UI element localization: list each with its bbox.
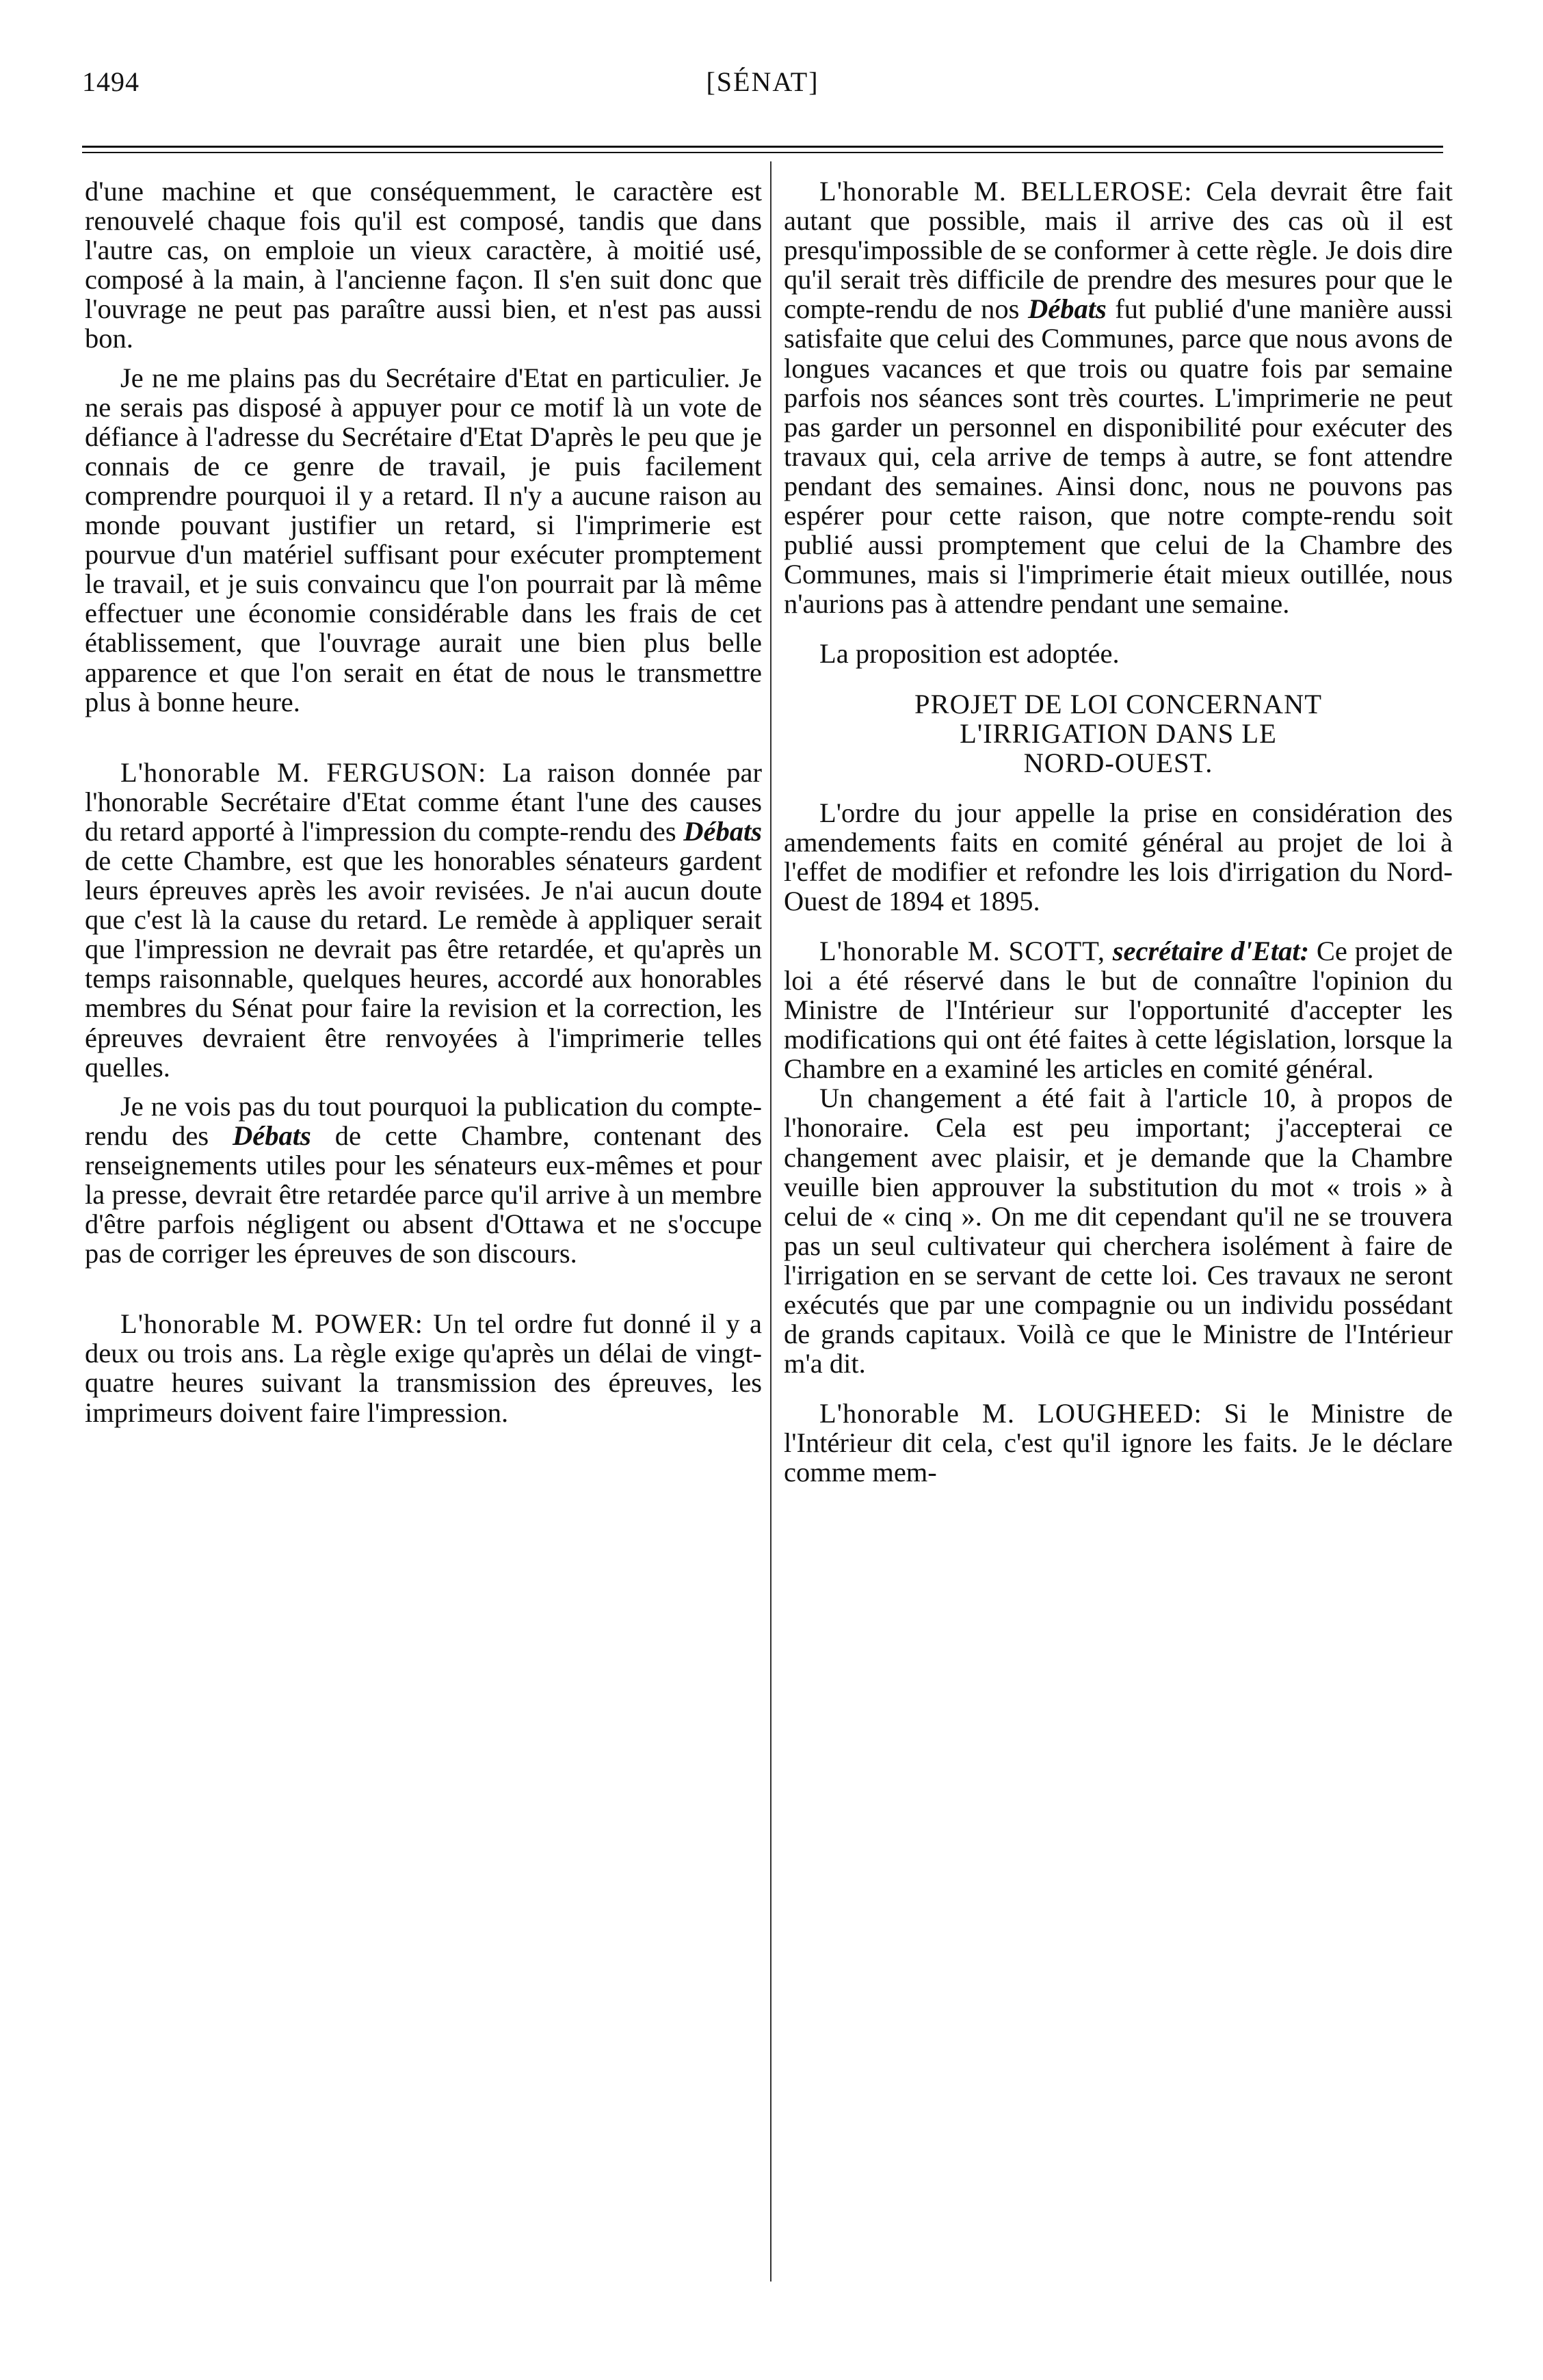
paragraph: d'une machine et que conséquemment, le caractère est renouvelé chaque fois qu'il est composé, tandis que dans l'autre cas, on emploie un vieux caractère, à moitié usé, composé à la main, à l'ancienne façon. Il s'en suit donc que l'ouvrage ne peut pas paraître aussi bien, et n'est pas aussi bon. [85,176,762,354]
column-divider [770,161,772,2282]
paragraph: Un changement a été fait à l'article 10, à propos de l'honoraire. Cela est peu important; j'accepterai ce changement avec plaisir, et je demande que la Chambre veuille bien approuver la substitution du mot « trois » à celui de « cinq ». On me dit cependant qu'il ne se trouvera pas un seul cultivateur qui cherchera isolément à faire de l'irrigation en se servant de cette loi. Ces travaux ne seront exécutés que par une compagnie ou un individu possédant de grands capitaux. Voilà ce que le Ministre de l'Intérieur m'a dit. [784,1083,1453,1379]
section-heading: PROJET DE LOI CONCERNANT L'IRRIGATION DANS LE NORD-OUEST. [914,688,1322,778]
speech-power: L'honorable M. POWER: Un tel ordre fut donné il y a deux ou trois ans. La règle exige qu'après un délai de vingt-quatre heures suivant la transmission des épreuves, les imprimeurs doivent faire l'impression. [85,1308,762,1428]
speaker-name: L'honorable M. BELLEROSE: [819,176,1193,207]
debats-italic: Débats [1027,293,1107,325]
speaker-name: L'honorable M. POWER: [120,1308,423,1340]
page-header [82,66,1443,114]
right-column [784,176,1453,1488]
header-rule-top [82,146,1443,148]
paragraph: Je ne me plains pas du Secrétaire d'Etat en particulier. Je ne serais pas disposé à appuyer pour ce motif là un vote de défiance à l'adresse du Secrétaire d'Etat D'après le peu que je connais de ce genre de travail, je puis facilement comprendre pourquoi il y a retard. Il n'y a aucune raison au monde pouvant justifier un retard, si l'imprimerie est pourvue d'un matériel suffisant pour exécuter promptement le travail, et je suis convaincu que l'on pourrait par là même effectuer une économie considérable dans les frais de cet établissement, que l'ouvrage aurait une bien plus belle apparence et que l'on serait en état de nous le transmettre plus à bonne heure. [85,362,762,717]
speaker-name: L'honorable M. SCOTT, [819,935,1105,966]
running-head: [SÉNAT] [706,66,819,97]
speaker-name: L'honorable M. FERGUSON: [120,756,487,788]
debats-italic: Débats [233,1120,311,1151]
page-number: 1494 [82,66,140,97]
debats-italic: Débats [683,815,762,847]
speech-lougheed: L'honorable M. LOUGHEED: Si le Ministre de l'Intérieur dit cela, c'est qu'il ignore les faits. Je le déclare comme mem- [784,1398,1453,1488]
paragraph: Je ne vois pas du tout pourquoi la publication du compte-rendu des Débats de cette Chambre, contenant des renseignements utiles pour les sénateurs eux-mêmes et pour la presse, devrait être retardée parce qu'il arrive à un membre d'être parfois négligent ou absent d'Ottawa et ne s'occupe pas de corriger les épreuves de son discours. [85,1090,763,1269]
header-rule-bottom [82,152,1443,153]
paragraph: L'ordre du jour appelle la prise en considération des amendements faits en comité général au projet de loi à l'effet de modifier et refondre les lois d'irrigation du Nord-Ouest de 1894 et 1895. [784,797,1453,916]
speaker-title: secrétaire d'Etat: [1112,935,1310,966]
left-column [85,176,762,1427]
speech-ferguson: L'honorable M. FERGUSON: La raison donnée par l'honorable Secrétaire d'Etat comme étant l'une des causes du retard apporté à l'impression du compte-rendu des Débats de cette Chambre, est que les honorables sénateurs gardent leurs épreuves après les avoir revisées. Je n'ai aucun doute que c'est là la cause du retard. Le remède à appliquer serait que l'impression ne devrait pas être retardée, et qu'après un temps raisonnable, quelques heures, accordé aux honorables membres du Sénat pour faire la revision et la correction, les épreuves devraient être renvoyées à l'imprimerie telles quelles. [85,756,762,1083]
speech-bellerose: L'honorable M. BELLEROSE: Cela devrait être fait autant que possible, mais il arrive des cas où il est presqu'impossible de se conformer à cette règle. Je dois dire qu'il serait très difficile de prendre des mesures pour que le compte-rendu de nos Débats fut publié d'une manière aussi satisfaite que celui des Communes, parce que nous avons de longues vacances et que trois ou quatre fois par semaine parfois nos séances sont très courtes. L'imprimerie ne peut pas garder un personnel en disponibilité pour exécuter des travaux qui, cela arrive de temps à autre, se font attendre pendant des semaines. Ainsi donc, nous ne pouvons pas espérer pour cette raison, que notre compte-rendu soit publié aussi promptement que celui de la Chambre des Communes, mais si l'imprimerie était mieux outillée, nous n'aurions pas à attendre pendant une semaine. [784,176,1453,620]
speech-scott: L'honorable M. SCOTT, secrétaire d'Etat: Ce projet de loi a été réservé dans le but de connaître l'opinion du Ministre de l'Intérieur sur l'opportunité d'accepter les modifications qui ont été faites à cette législation, lorsque la Chambre en a examiné les articles en comité général. [784,935,1453,1085]
motion-adopted: La proposition est adoptée. [819,638,1120,670]
speaker-name: L'honorable M. LOUGHEED: [819,1398,1202,1429]
